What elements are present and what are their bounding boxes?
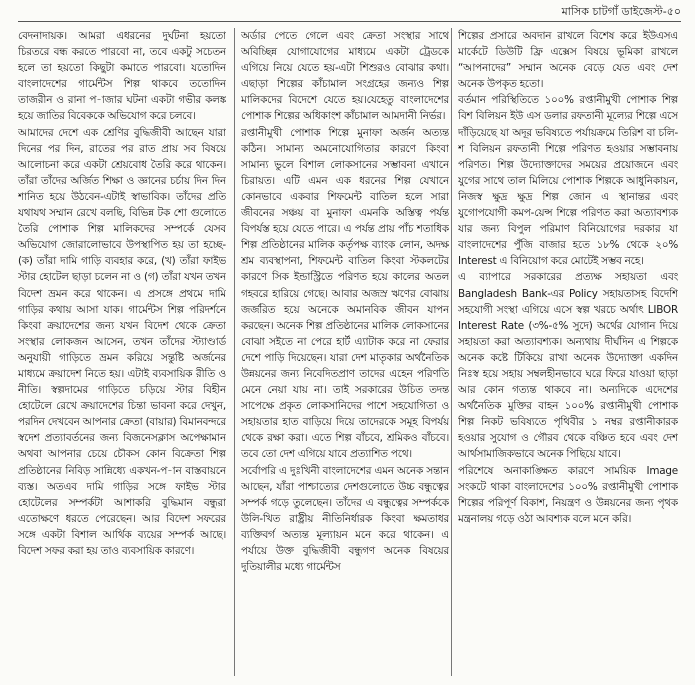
- paragraph: বেদনাদায়ক। আমরা এধরনের দুর্ঘটনা হয়তো চিরতরে বন্ধ করতে পারবো না, তবে একটু সচেতন হলে তা হয়তো কিছুটা কমাতে পারবো। যতোদিন বাংলাদেশের গার্মেন্টস শিল্প থাকবে ততোদিন তাজরীন ও রানা প-াজার ঘটনা একটা গভীর কলঙ্ক হয়ে জাতির বিবেককে অভিযোগ করে চলবে।: [18, 30, 226, 123]
- paragraph: এ ব্যাপারে সরকারের প্রত্যক্ষ সহায়তা এবং Bangladesh Bank-এর Policy সহায়তাসহ বিদেশি সহযোগী সংস্থা এগিয়ে এসে স্বল্প খরচে অর্থাৎ LIBOR Interest Rate (৩%-৫% সুদে) অর্থের যোগান দিয়ে সহায়তা করা অত্যাবশ্যক। অন্যথায় দীর্ঘদিন এ শিল্পকে অনেক কষ্টে টিকিয়ে রাখা অনেক উদ্যোক্তা একদিন নিঃস্ব হয়ে সহায় সম্বলহীনভাবে ঘরে ফিরে যাওয়া ছাড়া আর কোন গত্যন্ত থাকবে না। অন্যদিকে এদেশের অর্থনৈতিক মুক্তির বাহন ১০০% রপ্তানীমুখী পোশাক শিল্প নিকট ভবিষ্যতে পৃথিবীর ১ নম্বর রপ্তানীকারক হওয়ার সুযোগ ও গৌরব থেকে বঞ্চিত হবে এবং দেশ আর্থসামাজিকভাবে অনেক পিছিয়ে যাবে।: [458, 271, 678, 461]
- paragraph: রপ্তানীমুখী পোশাক শিল্পে মুনাফা অর্জন অত্যন্ত কঠিন। সামান্য অমনোযোগিতার কারণে কিংবা সামান্য ভুলে বিশাল লোকসানের সম্ভাবনা এখানে চিরায়ত। এটি এমন এক ধরনের শিল্প যেখানে কোনভাবে একবার শিফমেন্ট বাতিল হলে সারা জীবনের সঞ্চয় বা মুনাফা এমনকি অস্তিত্ব পর্যন্ত বিপর্যস্ত হয়ে যেতে পারে। এ পর্যন্ত প্রায় পাঁচ শতাধিক শিল্প প্রতিষ্ঠানের মালিক কর্তৃপক্ষ ব্যাংক লোন, অদক্ষ শ্রম ব্যবস্থাপনা, শিফমেন্ট বাতিল কিংবা স্টকলটের কারণে সিক ইন্ডাস্ট্রিতে পরিণত হয়ে কালের অতল গহবরে হারিয়ে গেছে। আবার অজস্র ঋণের বোঝায় জর্জরিত হয়ে অনেকে অমানবিক জীবন যাপন করছেন। অনেক শিল্প প্রতিষ্ঠানের মালিক লোকসানের বোঝা সইতে না পেরে হার্ট এ্যাটাক করে না ফেরার দেশে পাড়ি দিয়েছেন। যারা দেশ মাতৃকার অর্থনৈতিক উন্নয়নের জন্য নিবেদিতপ্রাণ তাদের এহেন পরিণতি মেনে নেয়া যায় না। তাই সরকারের উচিত তদন্ত সাপেক্ষে প্রকৃত লোকসানিদের পাশে সহযোগিতা ও সহায়তার হাত বাড়িয়ে দিয়ে তাদেরকে সমূহ বিপর্যয় থেকে রক্ষা করা। এতে শিল্প বাঁচবে, শ্রমিকও বাঁচবে। তবে তো দেশ এগিয়ে যাবে প্রত্যাশিত পথে।: [241, 126, 449, 461]
- header-rule: [18, 21, 681, 22]
- paragraph: আমাদের দেশে এক শ্রেণির বুদ্ধিজীবী আছেন যারা দিনের পর দিন, রাতের পর রাত প্রায় সব বিষয়ে আলোচনা করে একটা শ্রেয়বোধ তৈরি করে থাকেন। তাঁরা তাঁদের অর্জিত শিক্ষা ও জ্ঞানের চর্চায় দিন দিন শানিত হয়ে উঠবেন-এটাই স্বাভাবিক। তাঁদের প্রতি যথাযথ সম্মান রেখে বলছি, বিভিন্ন টক শো গুলোতে তৈরি পোশাক শিল্প মালিকদের সম্পর্কে যেসব অভিযোগ জোরালোভাবে উপস্থাপিত হয় তা হচ্ছে-(ক) তাঁরা দামি গাড়ি ব্যবহার করে, (খ) তাঁরা ফাইভ স্টার হোটেল ছাড়া চলেন না ও (গ) তাঁরা যখন তখন বিদেশ ভ্রমন করে থাকেন। এ প্রসঙ্গে প্রথমে দামি গাড়ির কথায় আসা যাক। গার্মেন্টস শিল্প পরিদর্শনে কিংবা ক্রয়াদেশের জন্য যখন বিদেশ থেকে ক্রেতা সংস্থার লোকজন আসেন, তখন তাঁদের স্ট্যাণ্ডার্ড অনুযায়ী গাড়িতে ভ্রমন করিয়ে সন্তুষ্টি অর্জনের মাধ্যমে ক্রয়াদেশ নিতে হয়। এটাই ব্যবসায়িক রীতি ও নীতি। স্বল্পদামের গাড়িতে চড়িয়ে স্টার বিহীন হোটেলে রেখে ক্রয়াদেশের চিন্তা ভাবনা করে দেখুন, পরদিন দেখবেন আপনার ক্রেতা (বায়ার) বিমানবন্দরে স্বদেশ প্রত্যাবর্তনের জন্য বিজনেসক্লাস অপেক্ষামান অথবা আপনার চেয়ে চৌকস কোন বিক্রেতা শিল্প প্রতিষ্ঠানের নিবিড় সান্নিধ্যে একখন-প-ান বাস্তবায়নে ব্যস্ত। অতএব দামি গাড়ির সঙ্গে ফাইভ স্টার হোটেলের সম্পর্কটা আশাকরি বুদ্ধিমান বন্ধুরা এতোক্ষণে ধরতে পেরেছেন। আর বিদেশ সফরের সঙ্গে একটা বিশাল আর্থিক ব্যয়ের সম্পর্ক আছে। বিদেশ সফর করা হয় তাও ব্যবসায়িক কারণে।: [18, 126, 226, 557]
- text-column-1: [18, 28, 226, 676]
- running-header: মাসিক চাটগাঁ ডাইজেস্ট-৫০: [561, 5, 681, 18]
- text-column-2: [241, 28, 449, 676]
- column-divider: [234, 28, 235, 676]
- paragraph: সর্বোপরি এ দুঃখিনী বাংলাদেশের এমন অনেক সন্তান আছেন, যাঁরা পাশ্চাত্যের দেশগুলোতে উচ্চ বন্ধুত্বের সম্পর্ক গড়ে তুলেছেন। তাঁদের এ বন্ধুত্বের সম্পর্ককে উলি-খিত রাষ্ট্রীয় নীতিনির্ধারক কিংবা ক্ষমতাধর ব্যক্তিবর্গ অত্যন্ত মূল্যায়ন মনে করে থাকেন। এ পর্যায়ে উক্ত বুদ্ধিজীবী বন্ধুগণ অনেক বিষয়ের দুতিয়ালীর মধ্যে গার্মেন্টস: [241, 464, 449, 574]
- column-divider: [451, 28, 452, 676]
- paragraph: পরিশেষে অনাকাঙ্ক্ষিত কারণে সাময়িক Image সংকটে থাকা বাংলাদেশের ১০০% রপ্তানীমুখী পোশাক শিল্পের পরিপূর্ণ বিকাশ, নিয়ন্ত্রণ ও উন্নয়নের জন্য পৃথক মন্ত্রনালয় গড়ে ওঠা আবশ্যক বলে মনে করি।: [458, 464, 678, 525]
- text-column-3: [458, 28, 678, 676]
- paragraph: শিল্পের প্রসারে অবদান রাখলে বিশেষ করে ইউএসএ মার্কেটে ডিউটি ফ্রি এক্সেস বিষয়ে ভূমিকা রাখলে “আপনাদের” সম্মান অনেক বেড়ে যেত এবং দেশ অনেক উপকৃত হতো।: [458, 30, 678, 91]
- paragraph: অর্ডার পেতে গেলে এবং ক্রেতা সংস্থার সাথে অবিচ্ছিন্ন যোগাযোগের মাধ্যমে একটা ট্রেডকে এগিয়ে নিয়ে যেতে হয়-এটা শিশুরও বোঝার কথা। এছাড়া শিল্পের কাঁচামাল সংগ্রহের জন্যও শিল্প মালিকদের বিদেশে যেতে হয়।যেহেতু বাংলাদেশের পোশাক শিল্পের অধিকাংশ কাঁচামাল আমদানী নির্ভর।: [241, 30, 449, 123]
- paragraph: বর্তমান পরিস্থিতিতে ১০০% রপ্তানীমুখী পোশাক শিল্প বিশ বিলিয়ন ইউ এস ডলার রফতানী মূল্যের শিল্পে এসে দাঁড়িয়েছে যা অদূর ভবিষ্যতে পর্যায়ক্রমে তিরিশ বা চলি-শ বিলিয়ন রফতানী শিল্পে পরিণত হওয়ার সম্ভাবনায় পরিণত। শিল্প উদ্যোক্তাদের সময়ের প্রয়োজনে এবং যুগের সাথে তাল মিলিয়ে পোশাক শিল্পকে আধুনিকায়ন, নিজস্ব ক্ষুদ্র ক্ষুদ্র শিল্প জোন এ স্থানান্তর এবং যুগোপযোগী কমপ-য়েন্স শিল্পে পরিণত করা অত্যাবশ্যক যার জন্য বিপুল পরিমাণ বিনিয়োগের দরকার যা বাংলাদেশের পুঁজি বাজার হতে ১৮% থেকে ২০% Interest এ বিনিয়োগ করে মোটেই সম্ভব নহে।: [458, 94, 678, 268]
